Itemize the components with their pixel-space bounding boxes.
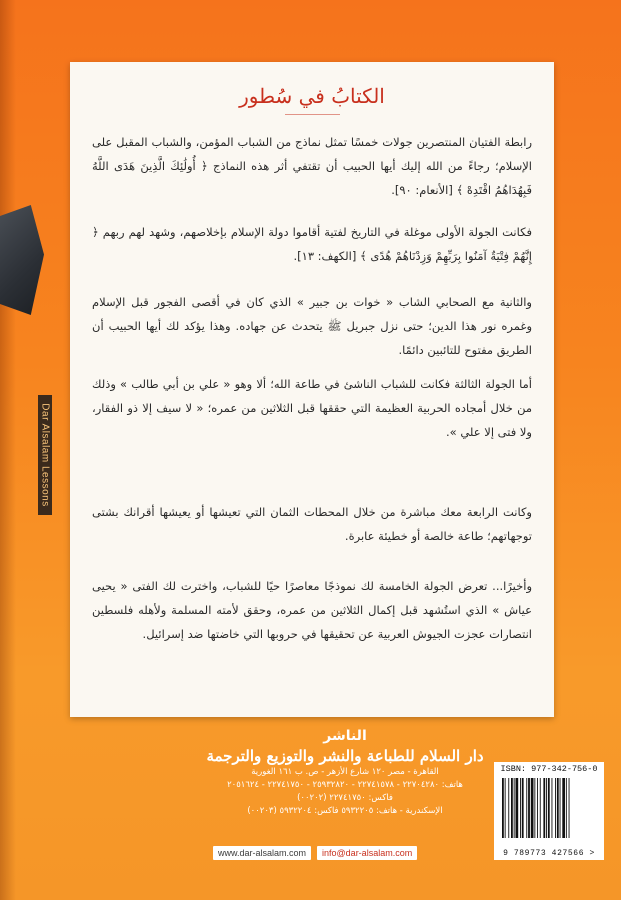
side-tab-decoration <box>0 205 44 315</box>
publisher-fax: فاكس: ٢٢٧٤١٧٥٠ (٠٠٢٠٢) <box>297 793 393 803</box>
paragraph-first-round: فكانت الجولة الأولى موغلة في التاريخ لفتية أقاموا دولة الإسلام بإخلاصهم، وشهد لهم ربهم ﴿ إِنَّهُمْ فِتْيَةٌ آمَنُوا بِرَبِّهِمْ وَزِدْنَاهُمْ هُدًى ﴾ [الكهف: ١٣]. <box>92 225 532 263</box>
paragraph-third-round: أما الجولة الثالثة فكانت للشباب الناشئ في طاعة الله؛ ألا وهو « علي بن أبي طالب » وذلك من خلال أمجاده الحربية العظيمة التي حققها قبل الثلاثين من عمره؛ « لا سيف إلا ذو الفقار، ولا فتى إلا علي ». <box>92 377 532 439</box>
barcode-bar <box>505 778 506 838</box>
barcode-bar <box>546 778 547 838</box>
barcode-bar <box>534 778 535 838</box>
barcode-bar <box>520 778 521 838</box>
barcode-bar <box>508 778 509 838</box>
isbn-barcode-block <box>494 762 604 860</box>
publisher-block <box>205 728 485 818</box>
contact-row <box>213 846 417 860</box>
barcode-bar <box>557 778 559 838</box>
paragraph-intro: رابطة الفتيان المنتصرين جولات خمسًا تمثل نماذج من الشباب المؤمن، والشباب المقبل على الإسلام؛ رجاءً من الله إليك أيها الحبيب أن تقتفي أثر هذه النماذج ﴿ أُولَٰئِكَ الَّذِينَ هَدَى اللَّهُ فَبِهُدَاهُمُ اقْتَدِهْ ﴾ [الأنعام: ٩٠]. <box>92 135 532 197</box>
paragraph-second-round: والثانية مع الصحابي الشاب « خوات بن جبير » الذي كان في أقصى الفجور قبل الإسلام وغمره نور هذا الدين؛ حتى نزل جبريل ﷺ يتحدث عن جهاده. وهذا يؤكد لك أيها الحبيب أن الطريق مفتوح للتائبين دائمًا. <box>92 295 532 357</box>
spine-publisher-text: Dar Alsalam Lessons <box>39 403 51 507</box>
panel-title: الكتابُ في سُطور <box>239 84 385 108</box>
barcode-bar <box>548 778 550 838</box>
spine-shadow <box>0 0 16 900</box>
title-underline <box>285 114 340 115</box>
barcode-bar <box>540 778 541 838</box>
paragraph-fourth-round: وكانت الرابعة معك مباشرة من خلال المحطات الثمان التي تعيشها أو يعيشها أقرانك بشتى توجهاتهم؛ طاعة خالصة أو خطيئة عابرة. <box>92 505 532 543</box>
publisher-alex: الإسكندرية - هاتف: ٥٩٣٢٢٠٥ فاكس: ٥٩٣٢٢٠٤ (٠٠٢٠٣) <box>247 806 443 816</box>
publisher-label: الناشر <box>323 728 367 744</box>
spine-label <box>38 395 52 515</box>
website-link[interactable]: www.dar-alsalam.com <box>213 846 311 860</box>
barcode-bar <box>502 778 504 838</box>
barcode-bar <box>511 778 513 838</box>
isbn-label: ISBN: 977-342-756-0 <box>500 764 598 774</box>
publisher-name: دار السلام للطباعة والنشر والتوزيع والترجمة <box>206 747 484 765</box>
barcode-bar <box>522 778 524 838</box>
barcode-graphic <box>500 778 598 844</box>
barcode-number: 9 789773 427566 > <box>503 849 595 858</box>
barcode-bar <box>528 778 530 838</box>
barcode-bar <box>514 778 515 838</box>
barcode-bar <box>555 778 556 838</box>
publisher-address: القاهرة - مصر ١٢٠ شارع الأزهر - ص. ب ١٦١ الغورية <box>251 767 439 777</box>
barcode-bar <box>566 778 567 838</box>
barcode-bar <box>526 778 527 838</box>
barcode-bar <box>569 778 570 838</box>
email-link[interactable]: info@dar-alsalam.com <box>317 846 417 860</box>
paragraph-fifth-round: وأخيرًا... تعرض الجولة الخامسة لك نموذجًا معاصرًا حيًا للشباب، واخترت لك الفتى « يحيى عياش » الذي استُشهد قبل إكمال الثلاثين من عمره، وحقق لأمته المسلمة ولأهله فلسطين انتصارات عجزت الجيوش العربية عن تحقيقها في حروبها التي خاضتها ضد إسرائيل. <box>92 579 532 641</box>
barcode-bar <box>516 778 519 838</box>
barcode-bar <box>537 778 538 838</box>
barcode-bar <box>560 778 561 838</box>
publisher-phones: هاتف: ٢٢٧٠٤٢٨٠ - ٢٢٧٤١٥٧٨ - ٢٥٩٣٢٨٢٠ - ٢٢٧٤١٧٥٠ - ٢٠٥١٦٢٤ <box>227 780 463 790</box>
barcode-bar <box>562 778 565 838</box>
barcode-bar <box>543 778 545 838</box>
barcode-bar <box>531 778 534 838</box>
barcode-bar <box>552 778 553 838</box>
summary-panel <box>70 62 554 717</box>
